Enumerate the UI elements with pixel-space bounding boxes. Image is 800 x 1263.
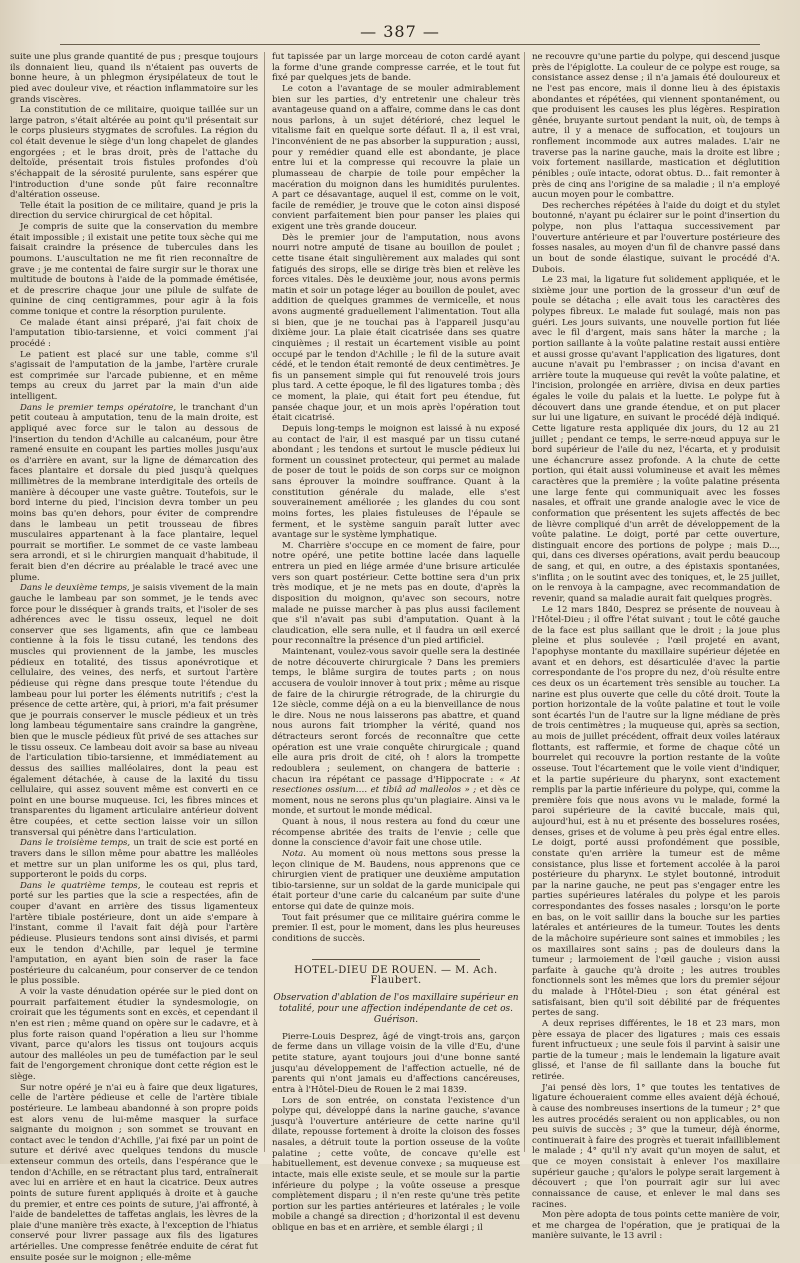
paragraph: Des recherches répétées à l'aide du doigt et du stylet boutonné, n'ayant pu éclairer sur le point d'insertion du polype, non plus l'attaqua successivement par l'ouverture antérieure et par l'ouverture postérieure des fosses nasales, au moyen d'un fil de chanvre passé dans un bout de sonde élastique, suivant le procédé d'A. Dubois. — [532, 200, 780, 275]
heading-rule — [312, 959, 480, 960]
paragraph: Le coton a l'avantage de se mouler admirablement bien sur les parties, d'y entretenir une chaleur très avantageuse quand on a affaire, comme dans le cas dont nous parlons, à un sujet détérioré, chez lequel le vitalisme fait en quelque sorte défaut. Il a, il est vrai, l'inconvénient de ne pas absorber la suppuration ; aussi, pour y remédier quand elle est abondante, je place entre lui et la compresse qui recouvre la plaie un plumasseau de charpie de toile pour empêcher la macération du moignon dans les humidités purulentes. A part ce désavantage, auquel il est, comme on le voit, facile de remédier, je trouve que le coton ainsi disposé convient parfaitement bien pour panser les plaies qui exigent une très grande douceur. — [272, 83, 520, 232]
paragraph: Pierre-Louis Desprez, âgé de vingt-trois ans, garçon de ferme dans un village voisin de la ville d'Eu, d'une petite stature, ayant toujours joui d'une bonne santé jusqu'au développement de l'affection actuelle, né de parents qui n'ont jamais eu d'affections cancéreuses, entra à l'Hôtel-Dieu de Rouen le 2 mai 1839. — [272, 1031, 520, 1095]
column-left — [10, 52, 258, 1263]
nota-label: Nota. — [282, 848, 307, 859]
article-subtitle: Observation d'ablation de l'os maxillaire supérieur en totalité, pour une affection indépendante de cet os. Guérison. — [273, 992, 519, 1025]
paragraph: Ce malade étant ainsi préparé, j'ai fait choix de l'amputation tibio-tarsienne, et voici comment j'ai procédé : — [10, 317, 258, 349]
latin-quote: « At resectiones ossium…. et tibiâ ad malleolos » ; — [272, 774, 520, 796]
paragraph: fut tapissée par un large morceau de coton cardé ayant la forme d'une grande compresse carrée, et le tout fut fixé par quelques jets de bande. — [272, 52, 520, 84]
paragraph: Quant à nous, il nous restera au fond du cœur une récompense abritée des traits de l'envie ; celle que donne la conscience d'avoir fait une chose utile. — [272, 817, 520, 849]
column-right — [532, 52, 780, 1242]
italic-lead: Dans le quatrième temps, — [20, 880, 141, 891]
paragraph: Tout fait présumer que ce militaire guérira comme le premier. Il est, pour le moment, dans les plus heureuses conditions de succès. — [272, 912, 520, 944]
paragraph: Le 23 mai, la ligature fut solidement appliquée, et le sixième jour une portion de la grosseur d'un œuf de poule se détacha ; elle avait tous les caractères des polypes fibreux. Le malade fut soulagé, mais non pas guéri. Les jours suivants, une nouvelle portion fut liée avec le fil d'argent, mais sans hâter la marche ; la portion saillante à la voûte palatine restait aussi entière et aussi grosse qu'avant l'application des ligatures, dont aucune n'avait pu l'embrasser ; on incisa d'avant en arrière toute la muqueuse qui revêt la voûte palatine, et l'incision, prolongée en arrière, divisa en deux parties égales le voile du palais et la luette. Le polype fut à découvert dans une grande étendue, et on put placer sur lui une ligature, en suivant le procédé déjà indiqué. Cette ligature resta appliquée dix jours, du 12 au 21 juillet ; pendant ce temps, le serre-nœud appuya sur le bord supérieur de l'aile du nez, l'écarta, et y produisit une échancrure assez profonde. A la chute de cette portion, qui était aussi volumineuse et avait les mêmes caractères que la première ; la voûte palatine présenta une large fente qui communiquait avec les fosses nasales, et offrait une grande analogie avec le vice de conformation que présentent les sujets affectés de bec de lièvre compliqué d'un arrêt de développement de la voûte palatine. Le doigt, porté par cette ouverture, distinguait encore des portions de polype ; mais D..., qui, dans ces diverses opérations, avait perdu beaucoup de sang, et qui, en outre, a des épistaxis spontanées, s'inflita ; on le soutint avec des toniques, et, le 25 juillet, on le renvoya à la campagne, avec recommandation de revenir, quand sa maladie aurait fait quelques progrès. — [532, 275, 780, 604]
paragraph: Mon père adopta de tous points cette manière de voir, et me chargea de l'opération, que je pratiquai de la manière suivante, le 13 avril : — [532, 1210, 780, 1242]
paragraph: A deux reprises différentes, le 18 et 23 mars, mon père essaya de placer des ligatures ; mais ces essais furent infructueux ; une seule fois il parvint à saisir une partie de la tumeur ; mais le lendemain la ligature avait glissé, et l'anse de fil saillante dans la bouche fut retirée. — [532, 1018, 780, 1082]
italic-lead: Dans le troisième temps, — [20, 838, 131, 849]
italic-lead: Dans le deuxième temps, — [20, 583, 130, 594]
page-number: — 387 — — [360, 22, 440, 41]
paragraph — [10, 838, 258, 881]
paragraph-text: Au moment où nous mettons sous presse la leçon clinique de M. Baudens, nous apprenons que ce chirurgien vient de pratiquer une deuxième amputation tibio-tarsienne, sur un soldat de la garde municipale qui était porteur d'une carie du calcanéum par suite d'une entorse qui date de quinze mois. — [272, 848, 520, 912]
paragraph — [10, 583, 258, 838]
paragraph-text: le tranchant d'un petit couteau à amputation, tenu de la main droite, est appliqué avec force sur le talon au dessous de l'insertion du tendon d'Achille au calcanéum, pour être ramené ensuite en coupant les parties molles jusqu'aux os d'arrière en avant, sur la ligne de démarcation des faces plantaire et dorsale du pied jusqu'à quelques millimètres de la membrane interdigitale des orteils de manière à découper une vaste guêtre. Toutefois, sur le bord interne du pied, l'incision devra tomber un peu moins bas qu'en dehors, pour éviter de comprendre dans le lambeau un petit trousseau de fibres musculaires appartenant à la face plantaire, lequel pourrait se mortifier. Le sommet de ce vaste lambeau sera arrondi, et si le chirurgien manquait d'habitude, il ferait bien d'en décrire au préalable le tracé avec une plume. — [10, 402, 258, 583]
paragraph — [10, 881, 258, 987]
paragraph-text: Maintenant, voulez-vous savoir quelle sera la destinée de notre découverte chirurgicale ? Dans les premiers temps, le blâme surgira de toutes parts ; on nous accusera de vouloir innover à tout prix ; même au risque de faire de la chirurgie rétrograde, de la chirurgie du 12e siècle, comme déjà on a eu la bienveillance de nous le dire. Nous ne nous laisserons pas abattre, et quand nous aurons fait triompher la vérité, quand nos détracteurs seront forcés de reconnaître que cette opération est une vraie conquête chirurgicale ; quand elle aura pris droit de cité, oh ! alors la trompette redoublera ; seulement, on changera de batterie : chacun ira répétant ce passage d'Hippocrate : — [272, 647, 520, 785]
paragraph: Dès le premier jour de l'amputation, nous avons nourri notre amputé de tisane au bouillon de poulet ; cette tisane était singulièrement aux malades qui sont fatigués des sirops, elle se dirige très bien et relève les forces vitales. Dès le deuxième jour, nous avons permis matin et soir un potage léger au bouillon de poulet, avec addition de quelques grammes de vermicelle, et nous avons augmenté graduellement l'alimentation. Tout alla si bien, que je ne touchai pas à l'appareil jusqu'au dixième jour. La plaie était cicatrisée dans ses quatre cinquièmes ; il restait un écartement visible au point occupé par le tendon d'Achille ; le fil de la suture avait cédé, et le tendon était remonté de deux centimètres. Je fis un pansement simple qui fut renouvelé trois jours plus tard. A cette époque, le fil des ligatures tomba ; dès ce moment, la plaie, qui était fort peu étendue, fut pansée chaque jour, et un mois après l'opération tout était cicatrisé. — [272, 232, 520, 424]
paragraph: A voir la vaste dénudation opérée sur le pied dont on pourrait parfaitement étudier la syndesmologie, on croirait que les téguments sont en excès, et cependant il n'en est rien ; même quand on opère sur le cadavre, et à plus forte raison quand l'opération a lieu sur l'homme vivant, parce qu'alors les tissus ont toujours acquis autour des malléoles un peu de tuméfaction par le seul fait de l'engorgement chronique dont cette région est le siège. — [10, 987, 258, 1082]
article-heading: HOTEL-DIEU DE ROUEN. — M. Ach. Flaubert. — [294, 964, 498, 987]
paragraph: J'ai pensé dès lors, 1° que toutes les tentatives de ligature échoueraient comme elles avaient déjà échoué, à cause des nombreuses insertions de la tumeur ; 2° que les autres procédés seraient ou non applicables, ou non peu suivis de succès ; 3° que la tumeur, déjà énorme, continuerait à faire des progrès et tuerait infailliblement le malade ; 4° qu'il n'y avait qu'un moyen de salut, et que ce moyen consistait à enlever l'os maxillaire supérieur gauche ; qu'alors le polype serait largement à découvert ; que l'on pourrait agir sur lui avec connaissance de cause, et enlever le mal dans ses racines. — [532, 1082, 780, 1210]
paragraph: Sur notre opéré je n'ai eu à faire que deux ligatures, celle de l'artère pédieuse et celle de l'artère tibiale postérieure. Le lambeau abandonné à son propre poids est alors venu de lui-même masquer la surface saignante du moignon ; son sommet se trouvant en contact avec le tendon d'Achille, j'ai fixé par un point de suture et dérivé avec quelques tendons du muscle extenseur commun des orteils, dans l'espérance que le tendon d'Achille, en se rétractant plus tard, entraînerait avec lui en arrière et en haut la cicatrice. Deux autres points de suture furent appliqués à droite et à gauche du premier, et entre ces points de suture, j'ai affronté, à l'aide de bandelettes de taffetas anglais, les lèvres de la plaie d'une manière très exacte, à l'exception de l'hiatus conservé pour livrer passage aux fils des ligatures artérielles. Une compresse fenêtrée enduite de cérat fut ensuite posée sur le moignon ; elle-même — [10, 1082, 258, 1263]
paragraph — [10, 403, 258, 584]
paragraph-text: un trait de scie est porté en travers dans le sillon même pour abattre les malléoles et mettre sur un plan uniforme les os qui, plus tard, supporteront le poids du corps. — [10, 838, 258, 881]
italic-lead: Dans le premier temps opératoire, — [20, 402, 177, 413]
paragraph: Je compris de suite que la conservation du membre était impossible ; il existait une petite toux sèche qui me faisait craindre la présence de tubercules dans les poumons. L'auscultation ne me fit rien reconnaître de grave ; je me contentai de faire surgir sur le thorax une multitude de boutons à l'aide de la pommade émétisée, et de prescrire chaque jour une pilule de sulfate de quinine de cinq centigrammes, pour agir à la fois comme tonique et contre la résorption purulente. — [10, 222, 258, 317]
paragraph: Le 12 mars 1840, Desprez se présente de nouveau à l'Hôtel-Dieu ; il offre l'état suivant ; tout le côté gauche de la face est plus saillant que le droit ; la joue plus pleine et plus soulevée ; l'œil projeté en avant, l'apophyse montante du maxillaire supérieur déjetée en avant et en dehors, est désarticulée d'avec la partie correspondante de l'os propre du nez, d'où résulte entre ces deux os un écartement très sensible au toucher. La narine est plus ouverte que celle du côté droit. Toute la portion horizontale de la voûte palatine et tout le voile sont écartés l'un de l'autre sur la ligne médiane de près de trois centimètres ; la muqueuse qui, après sa section, au mois de juillet précédent, offrait deux voiles latéraux flottants, est raffermie, et forme de chaque côté un bourrelet qui recouvre la portion restante de la voûte osseuse. Tout l'écartement que le voile vient d'indiquer, et la partie supérieure du pharynx, sont exactement remplis par la partie inférieure du polype, qui, comme la première fois que nous avons vu le malade, formé la paroi supérieure de la cavité buccale, mais qui, aujourd'hui, est à nu et présente des bosselures rosées, denses, grises et de volume à peu près égal entre elles. Le doigt, porté aussi profondément que possible, constate qu'en arrière la tumeur est de même consistance, plus lisse et fortement accolée à la paroi postérieure du pharynx. Le stylet boutonné, introduit par la narine gauche, ne peut pas s'engager entre les parties supérieures latérales du polype et les parois correspondantes des fosses nasales ; lorsqu'on le porte en bas, on le voit saillir dans la bouche sur les parties latérales et antérieures de la tumeur. Toutes les dents de la mâchoire supérieure sont saines et immobiles ; les os maxillaires sont sains ; pas de douleurs dans la tumeur ; larmoiement de l'œil gauche ; vision aussi parfaite à gauche qu'à droite ; les autres troubles fonctionnels sont les mêmes que lors du premier séjour du malade à l'Hôtel-Dieu ; son état général est satisfaisant, bien qu'il soit débilité par de fréquentes pertes de sang. — [532, 604, 780, 1019]
paragraph — [272, 647, 520, 817]
paragraph: ne recouvre qu'une partie du polype, qui descend jusque près de l'épiglotte. La couleur de ce polype est rouge, sa consistance assez dense ; il n'a jamais été douloureux et ne l'est pas encore, mais il donne lieu à des épistaxis abondantes et répétées, qui viennent spontanément, ou que produisent les causes les plus légères. Respiration gênée, bruyante surtout pendant la nuit, où, de temps à autre, il y a menace de suffocation, et toujours un ronflement incommode aux autres malades. L'air ne traverse pas la narine gauche, mais la droite est libre ; voix fortement nasillarde, mastication et déglutition pénibles ; ouïe intacte, odorat obtus. D... fait remonter à près de cinq ans l'origine de sa maladie ; il n'a employé aucun moyen pour le combattre. — [532, 52, 780, 201]
paragraph — [272, 849, 520, 913]
paragraph: suite une plus grande quantité de pus ; presque toujours ils donnaient lieu, quand ils n'étaient pas ouverts de bonne heure, à un phlegmon érysipélateux de tout le pied avec douleur vive, et réaction inflammatoire sur les grands viscères. — [10, 52, 258, 105]
column-middle — [272, 52, 520, 1234]
column-divider — [264, 52, 265, 1152]
paragraph: Le patient est placé sur une table, comme s'il s'agissait de l'amputation de la jambe, l'artère crurale est comprimée sur l'arcade pubienne, et en même temps au creux du jarret par la main d'un aide intelligent. — [10, 349, 258, 402]
paragraph-text: le couteau est repris et porté sur les parties que la scie a respectées, afin de couper d'avant en arrière des tissus ligamenteux l'artère tibiale postérieure, dont un aide s'empare à l'instant, comme il l'avait fait déjà pour l'artère pédieuse. Plusieurs tendons sont ainsi divisés, et parmi eux le tendon d'Achille, par lequel je termine l'amputation, en ayant bien soin de raser la face postérieure du calcanéum, pour conserver de ce tendon le plus possible. — [10, 880, 259, 987]
paragraph: Lors de son entrée, on constata l'existence d'un polype qui, développé dans la narine gauche, s'avance jusqu'à l'ouverture antérieure de cette narine qu'il dilate, repousse fortement à droite la cloison des fosses nasales, a détruit toute la portion osseuse de la voûte palatine ; cette voûte, de concave qu'elle est habituellement, est devenue convexe ; sa muqueuse est intacte, mais elle existe seule, et se moule sur la partie inférieure du polype ; la voûte osseuse a presque complètement disparu ; il n'en reste qu'une très petite portion sur les parties antérieures et latérales ; le voile mobile a changé sa direction ; d'horizontal il est devenu oblique en bas et en arrière, et semble élargi ; il — [272, 1095, 520, 1233]
article-header — [272, 959, 520, 1026]
paragraph: Telle était la position de ce militaire, quand je pris la direction du service chirurgical de cet hôpital. — [10, 200, 258, 222]
paragraph: Depuis long-temps le moignon est laissé à nu exposé au contact de l'air, il est masqué par un tissu cutané abondant ; les tendons et surtout le muscle pédieux lui forment un coussinet protecteur, qui permet au malade de poser de tout le poids de son corps sur ce moignon sans éprouver la moindre souffrance. Quant à la constitution générale du malade, elle s'est souverainement améliorée ; les glandes du cou sont moins fortes, les plaies fistuleuses de l'épaule se ferment, et le système sanguin paraît lutter avec avantage sur le système lymphatique. — [272, 423, 520, 541]
paragraph-text: et dès ce moment, nous ne serons plus qu'un plagiaire. Ainsi va le monde, et surtout le monde médical. — [272, 785, 520, 817]
column-divider — [524, 52, 525, 1152]
paragraph-text: je saisis vivement de la main gauche le lambeau par son sommet, je le tends avec force pour le disséquer à grands traits, et l'isoler de ses adhérences avec le tissu osseux, lequel ne doit conserver que ses ligaments, afin que ce lambeau contienne à la fois le tissu cutané, les tendons des muscles qui proviennent de la jambe, les muscles pédieux en totalité, des tissus aponévrotique et cellulaire, des veines, des nerfs, et surtout l'artère pédieuse qui règne dans presque toute l'étendue du lambeau pour lui porter les éléments nutritifs ; c'est la présence de cette artère, qui, à priori, m'a fait présumer que je pourrais conserver le muscle pédieux et un très long lambeau tégumentaire sans craindre la gangrène, bien que le muscle pédieux fût privé de ses attaches sur le tissu osseux. Ce lambeau doit avoir sa base au niveau de l'articulation tibio-tarsienne, et immédiatement au dessus des saillies malléolaires, dont la peau est également détachée, à cause de la laxité du tissu cellulaire, qui assez souvent même est converti en ce point en une bourse muqueuse. Ici, les fibres minces et transparentes du ligament articulaire antérieur doivent être coupées, et cette section laisse voir un sillon transversal qui pénètre dans l'articulation. — [10, 583, 259, 838]
header-rule — [60, 44, 760, 45]
paragraph: M. Charrière s'occupe en ce moment de faire, pour notre opéré, une petite bottine lacée dans laquelle entrera un pied en liége armée d'une brisure articulée vers son quart postérieur. Cette bottine sera d'un prix très modique, et je ne mets pas en doute, d'après la disposition du moignon, qu'avec son secours, notre malade ne puisse marcher à pas plus aussi facilement que s'il n'avait pas subi d'amputation. Quant à la claudication, elle sera nulle, et il faudra un œil exercé pour reconnaître la présence d'un pied artificiel. — [272, 540, 520, 647]
paragraph: La constitution de ce militaire, quoique taillée sur un large patron, s'était altérée au point qu'il présentait sur le corps plusieurs stygmates de scrofules. La région du col était devenue le siège d'un long chapelet de glandes engorgées ; et le bras droit, près de l'attache du deltoïde, présentait trois fistules profondes d'où s'échappait de la sérosité purulente, sans espérer que l'introduction d'une sonde pût faire reconnaître d'altération osseuse. — [10, 105, 258, 201]
